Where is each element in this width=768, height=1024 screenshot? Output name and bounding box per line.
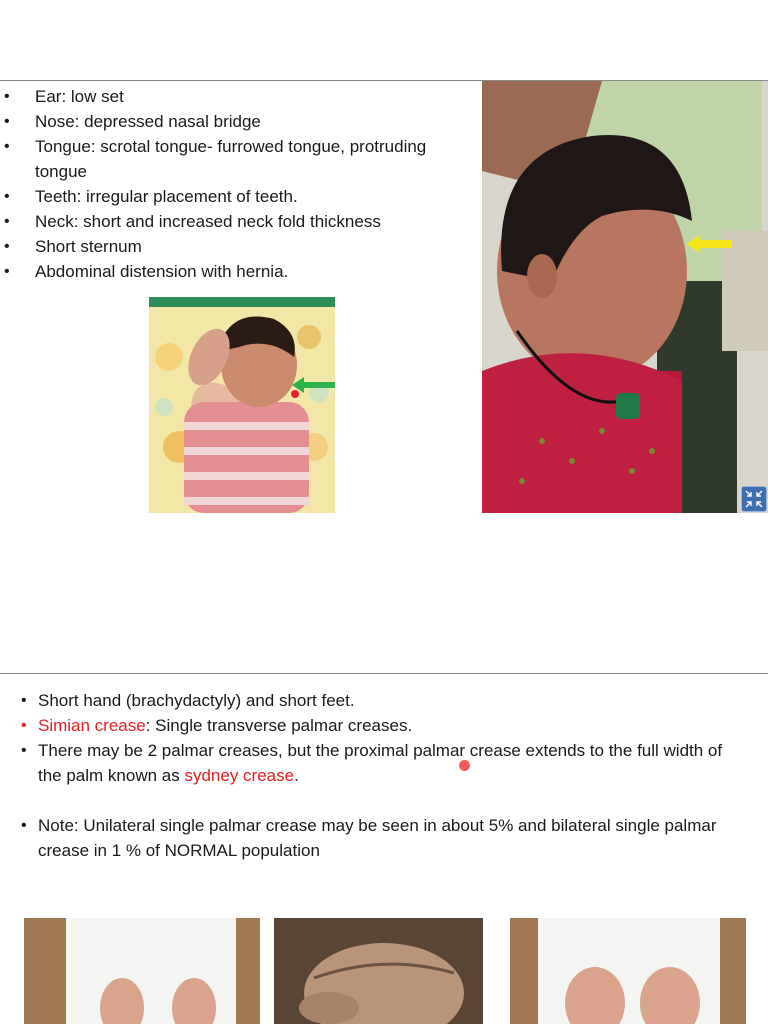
exit-fullscreen-button[interactable] xyxy=(741,486,767,512)
simian-crease-term: Simian crease xyxy=(38,716,146,735)
hands-photo-right xyxy=(510,918,746,1024)
bullet-note: • Note: Unilateral single palmar crease may be seen in about 5% and bilateral single palmar crease in 1 % of NORMAL population xyxy=(38,813,738,863)
red-marker xyxy=(291,390,299,398)
slide2-top-border xyxy=(0,673,768,674)
sydney-crease-term: sydney crease xyxy=(184,766,295,785)
yellow-arrow-icon xyxy=(686,235,732,258)
hand-crease-photo xyxy=(274,918,483,1024)
slide1-bullet-list xyxy=(35,84,475,284)
slide2-bullet-list xyxy=(38,688,738,863)
bullet-neck: • Neck: short and increased neck fold thickness xyxy=(35,209,475,234)
bullet-sydney-crease: • There may be 2 palmar creases, but the proximal palmar crease extends to the full width of the palm known as sydney crease. xyxy=(38,738,738,788)
bullet-spacer xyxy=(38,788,738,813)
laser-pointer-dot xyxy=(459,760,470,771)
bullet-abdomen: • Abdominal distension with hernia. xyxy=(35,259,475,284)
bullet-simian-crease: • Simian crease: Single transverse palmar creases. xyxy=(38,713,738,738)
bullet-ear: • Ear: low set xyxy=(35,84,475,109)
infant-photo xyxy=(149,297,335,513)
bullet-tongue: • Tongue: scrotal tongue- furrowed tongue, protruding tongue xyxy=(35,134,475,184)
bullet-teeth: • Teeth: irregular placement of teeth. xyxy=(35,184,475,209)
shrink-arrows-icon xyxy=(742,487,766,511)
profile-photo xyxy=(482,81,768,513)
bullet-sternum: • Short sternum xyxy=(35,234,475,259)
hands-photo-left xyxy=(24,918,260,1024)
bullet-nose: • Nose: depressed nasal bridge xyxy=(35,109,475,134)
bullet-short-hand: • Short hand (brachydactyly) and short feet. xyxy=(38,688,738,713)
